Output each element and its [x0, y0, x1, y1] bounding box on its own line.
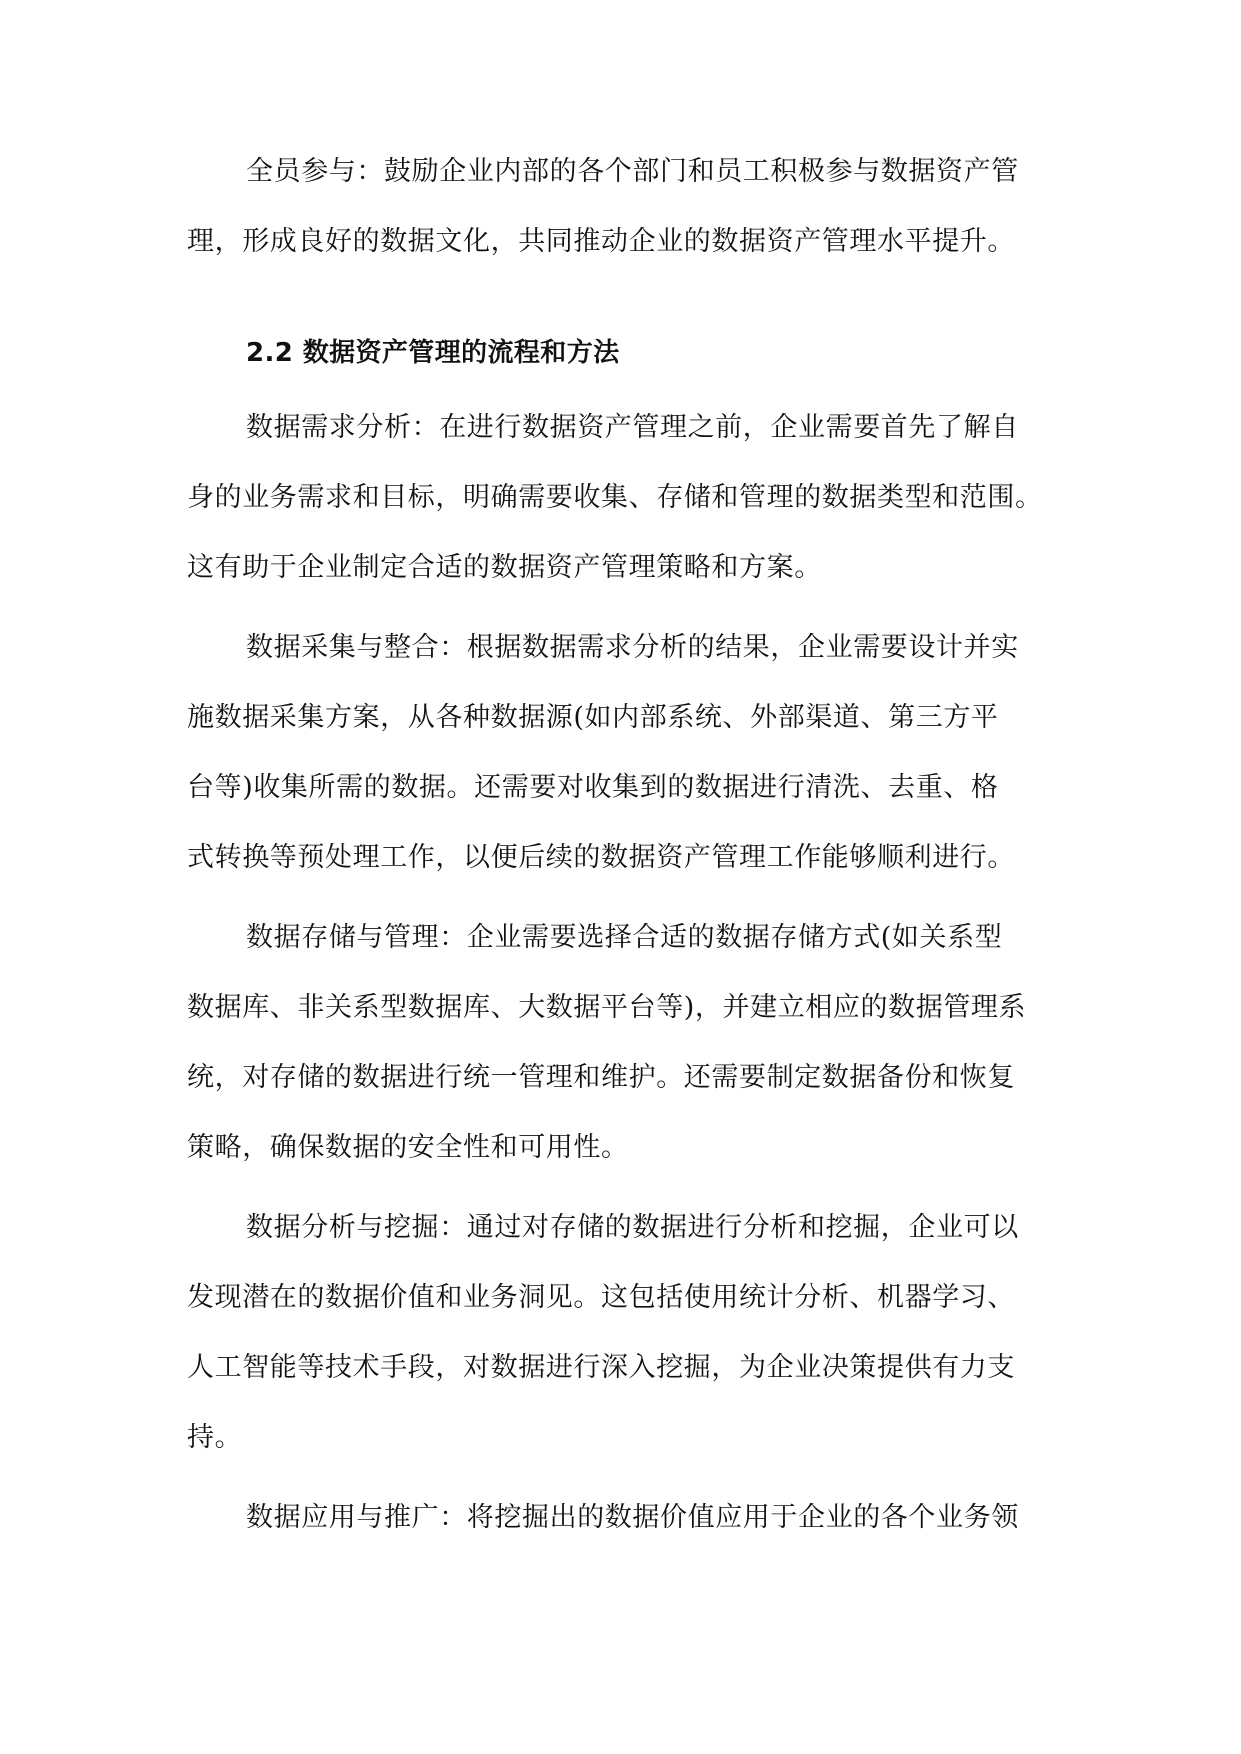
paragraph-line: 数据采集与整合：根据数据需求分析的结果，企业需要设计并实 — [246, 632, 1019, 663]
paragraph-line: 策略，确保数据的安全性和可用性。 — [187, 1132, 629, 1163]
paragraph-line: 统，对存储的数据进行统一管理和维护。还需要制定数据备份和恢复 — [187, 1062, 1015, 1093]
paragraph-line: 发现潜在的数据价值和业务洞见。这包括使用统计分析、机器学习、 — [187, 1282, 1015, 1313]
paragraph-line: 施数据采集方案，从各种数据源(如内部系统、外部渠道、第三方平 — [187, 702, 999, 733]
paragraph-line: 持。 — [187, 1422, 243, 1453]
paragraph-line: 理，形成良好的数据文化，共同推动企业的数据资产管理水平提升。 — [187, 226, 1015, 257]
paragraph-line: 全员参与：鼓励企业内部的各个部门和员工积极参与数据资产管 — [246, 156, 1019, 187]
paragraph-line: 身的业务需求和目标，明确需要收集、存储和管理的数据类型和范围。 — [187, 482, 1043, 513]
paragraph-line: 数据应用与推广：将挖掘出的数据价值应用于企业的各个业务领 — [246, 1502, 1019, 1533]
paragraph-line: 这有助于企业制定合适的数据资产管理策略和方案。 — [187, 552, 822, 583]
paragraph-line: 人工智能等技术手段，对数据进行深入挖掘，为企业决策提供有力支 — [187, 1352, 1015, 1383]
section-heading: 2.2 数据资产管理的流程和方法 — [246, 338, 620, 368]
paragraph-line: 数据需求分析：在进行数据资产管理之前，企业需要首先了解自 — [246, 412, 1019, 443]
paragraph-line: 数据库、非关系型数据库、大数据平台等)，并建立相应的数据管理系 — [187, 992, 1027, 1023]
paragraph-line: 数据分析与挖掘：通过对存储的数据进行分析和挖掘，企业可以 — [246, 1212, 1019, 1243]
paragraph-line: 台等)收集所需的数据。还需要对收集到的数据进行清洗、去重、格 — [187, 772, 999, 803]
paragraph-line: 式转换等预处理工作，以便后续的数据资产管理工作能够顺利进行。 — [187, 842, 1015, 873]
paragraph-line: 数据存储与管理：企业需要选择合适的数据存储方式(如关系型 — [246, 922, 1003, 953]
